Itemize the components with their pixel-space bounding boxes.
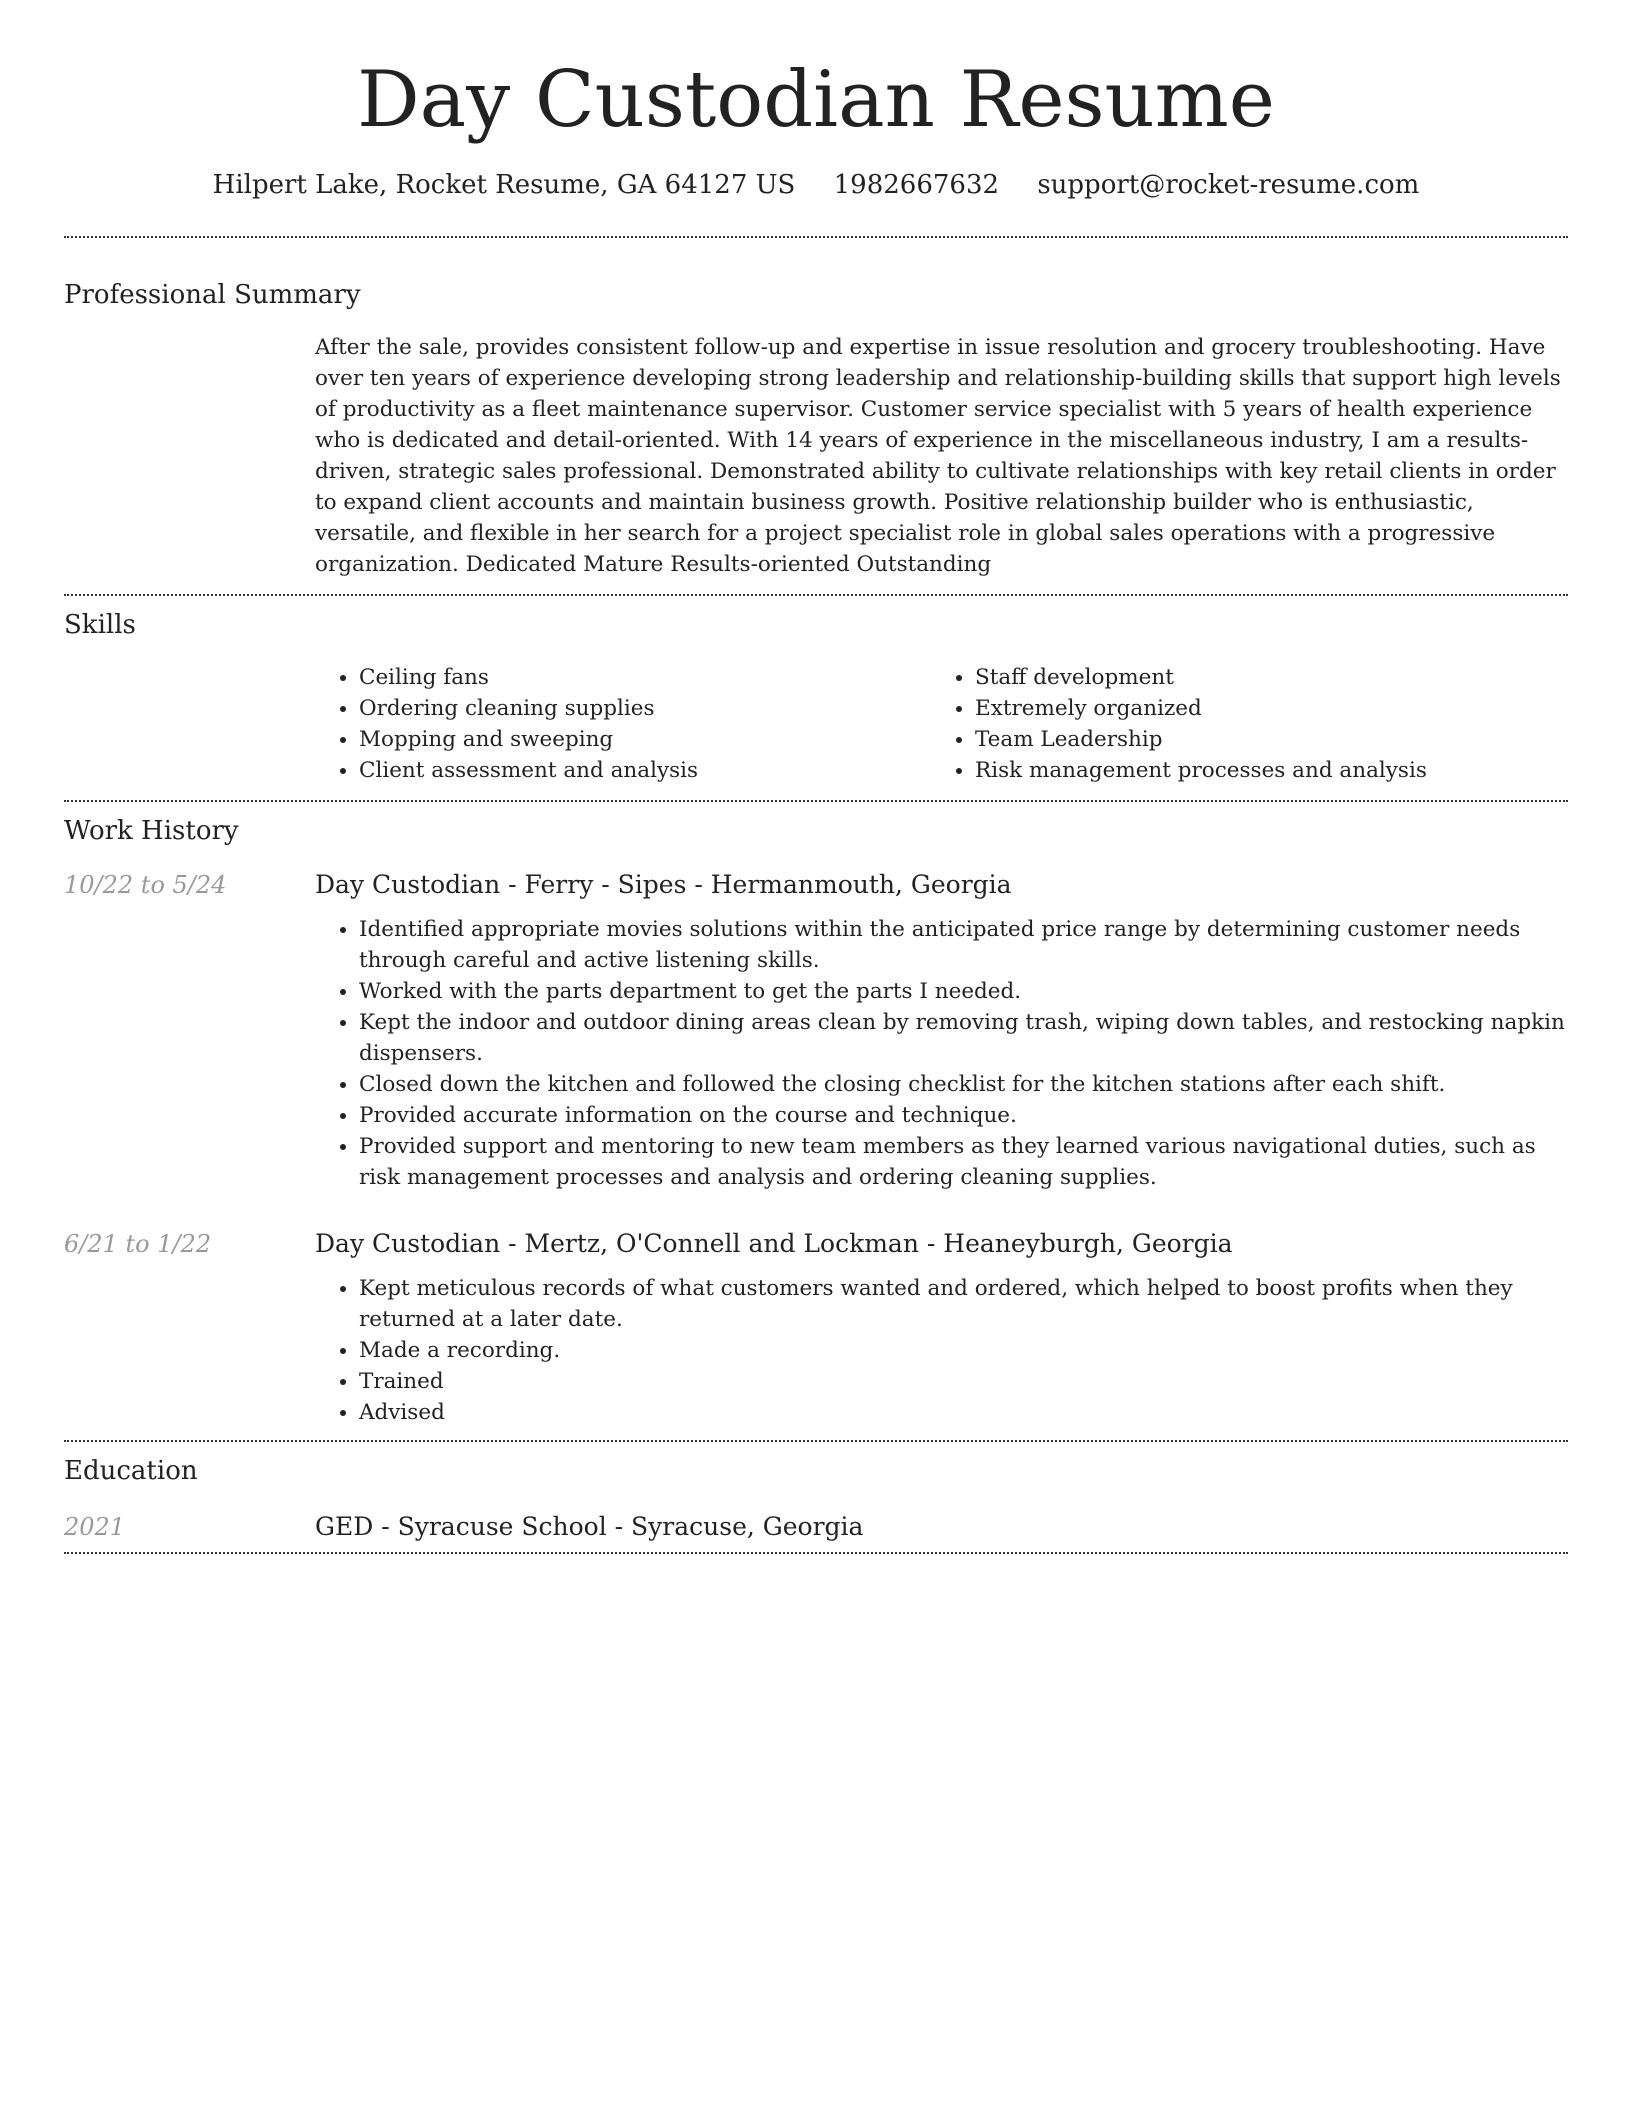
job-heading: Day Custodian - Mertz, O'Connell and Lockman - Heaneyburgh, Georgia	[315, 1229, 1233, 1258]
job-bullet: • Closed down the kitchen and followed the closing checklist for the kitchen stations after each shift.	[359, 1069, 1568, 1100]
skill-item: • Ordering cleaning supplies	[359, 693, 931, 724]
summary-heading: Professional Summary	[64, 280, 361, 310]
job-bullet: • Kept meticulous records of what customers wanted and ordered, which helped to boost profits when they returned at a later date.	[359, 1273, 1568, 1335]
job-bullet: • Trained	[359, 1366, 1568, 1397]
job-bullets	[315, 914, 1568, 1193]
job-bullet: • Provided support and mentoring to new team members as they learned various navigational duties, such as risk management processes and analysis and ordering cleaning supplies.	[359, 1131, 1568, 1193]
education-entry	[64, 1510, 1568, 1544]
skill-item: • Risk management processes and analysis	[975, 755, 1547, 786]
job-bullet: • Advised	[359, 1397, 1568, 1428]
contact-line	[64, 168, 1568, 202]
contact-address: Hilpert Lake, Rocket Resume, GA 64127 US	[212, 170, 796, 200]
job-bullet: • Made a recording.	[359, 1335, 1568, 1366]
job-bullet: • Identified appropriate movies solutions within the anticipated price range by determining customer needs through careful and active listening skills.	[359, 914, 1568, 976]
skill-item: • Staff development	[975, 662, 1547, 693]
skills-heading: Skills	[64, 610, 136, 640]
job-bullets	[315, 1273, 1568, 1428]
skills-divider	[64, 800, 1568, 802]
resume-title: Day Custodian Resume	[357, 55, 1275, 145]
skills-list-left	[315, 662, 931, 786]
job-bullet: • Provided accurate information on the course and technique.	[359, 1100, 1568, 1131]
skill-item: • Mopping and sweeping	[359, 724, 931, 755]
education-divider	[64, 1552, 1568, 1554]
skill-item: • Ceiling fans	[359, 662, 931, 693]
job-dates: 6/21 to 1/22	[64, 1230, 212, 1258]
job-details	[315, 868, 1568, 1193]
skill-item: • Extremely organized	[975, 693, 1547, 724]
skills-columns	[315, 662, 1568, 786]
work-section	[64, 814, 1568, 1428]
skill-item: • Client assessment and analysis	[359, 755, 931, 786]
education-year: 2021	[64, 1513, 126, 1541]
education-heading: Education	[64, 1456, 198, 1486]
summary-divider	[64, 594, 1568, 596]
skill-item: • Team Leadership	[975, 724, 1547, 755]
summary-section	[64, 278, 1568, 580]
job-bullet: • Kept the indoor and outdoor dining areas clean by removing trash, wiping down tables, and restocking napkin dispensers.	[359, 1007, 1568, 1069]
resume-page	[64, 0, 1568, 1554]
summary-text: After the sale, provides consistent follow-up and expertise in issue resolution and grocery troubleshooting. Have over ten years of experience developing strong leadership and relationship-building skills that support high levels of productivity as a fleet maintenance supervisor. Customer service specialist with 5 years of health experience who is dedicated and detail-oriented. With 14 years of experience in the miscellaneous industry, I am a results-driven, strategic sales professional. Demonstrated ability to cultivate relationships with key retail clients in order to expand client accounts and maintain business growth. Positive relationship builder who is enthusiastic, versatile, and flexible in her search for a project specialist role in global sales operations with a progressive organization. Dedicated Mature Results-oriented Outstanding	[315, 335, 1561, 577]
education-heading-line: GED - Syracuse School - Syracuse, Georgia	[315, 1512, 864, 1541]
job-entry	[64, 868, 1568, 1193]
work-heading: Work History	[64, 816, 239, 846]
job-details	[315, 1227, 1568, 1428]
skills-section	[64, 608, 1568, 786]
job-dates: 10/22 to 5/24	[64, 871, 227, 899]
header-divider	[64, 236, 1568, 238]
job-heading: Day Custodian - Ferry - Sipes - Hermanmouth, Georgia	[315, 870, 1012, 899]
job-bullet: • Worked with the parts department to get the parts I needed.	[359, 976, 1568, 1007]
work-divider	[64, 1440, 1568, 1442]
contact-email: support@rocket-resume.com	[1037, 170, 1420, 200]
skills-list-right	[931, 662, 1547, 786]
contact-phone: 1982667632	[833, 170, 1000, 200]
job-entry	[64, 1227, 1568, 1428]
education-section	[64, 1454, 1568, 1544]
